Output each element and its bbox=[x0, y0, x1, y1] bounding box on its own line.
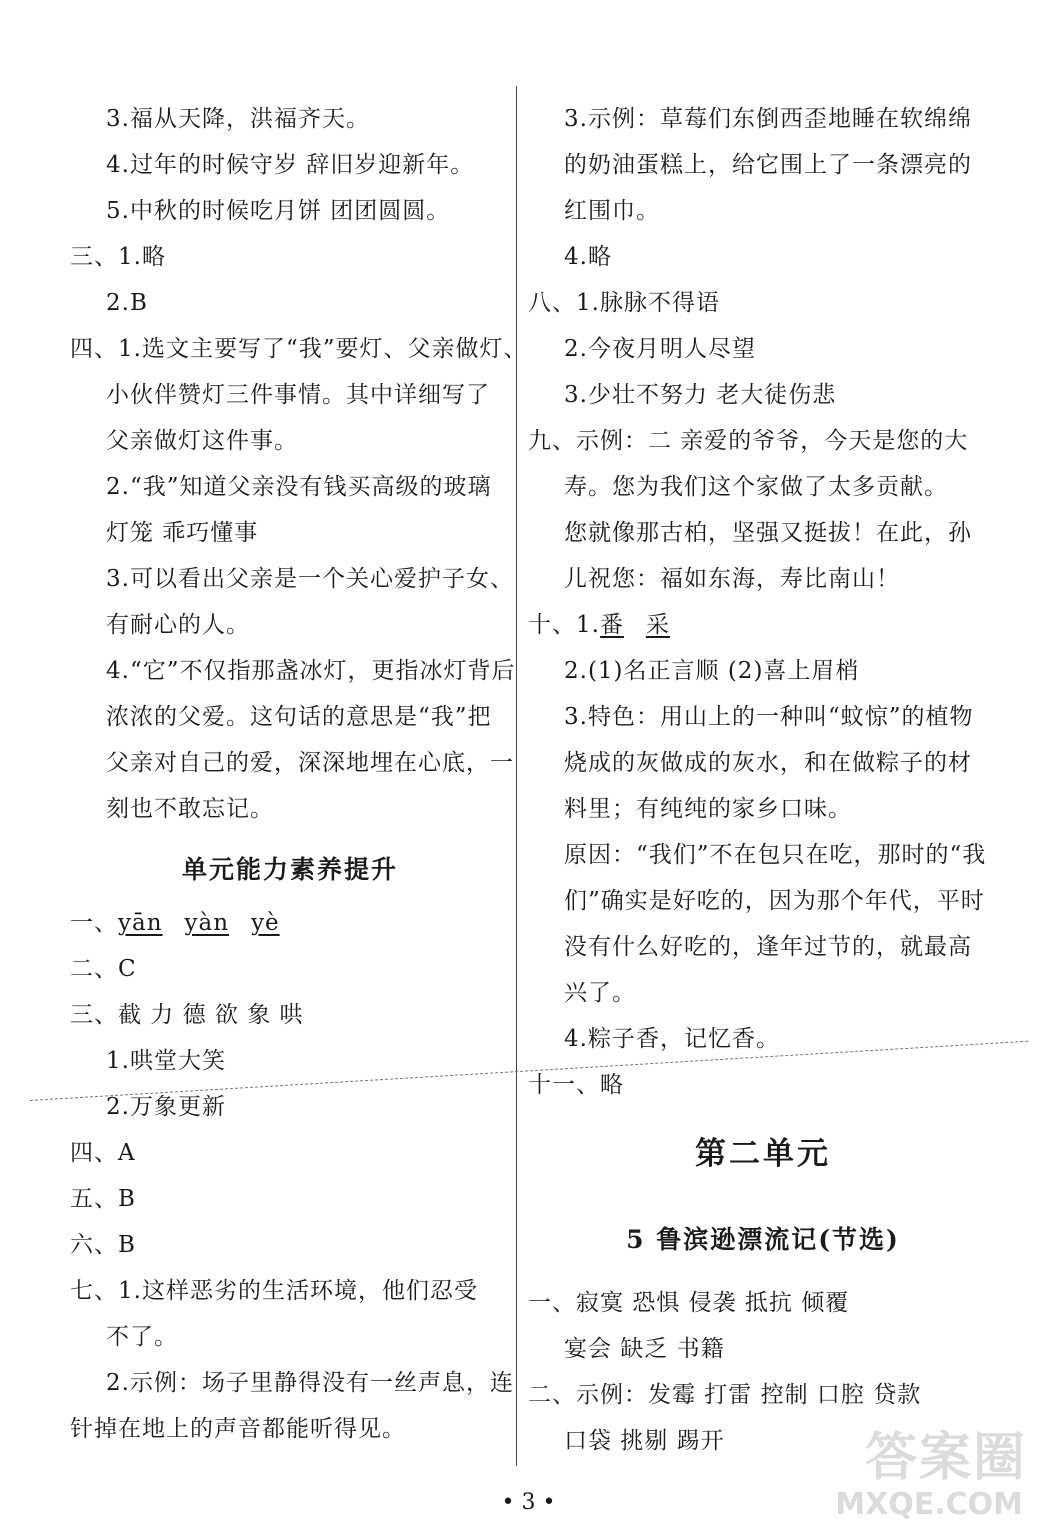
answer-line: 二、示例：发霉 打雷 控制 口腔 贷款 bbox=[528, 1382, 922, 1408]
question-label: 一、 bbox=[70, 910, 118, 936]
answer-line: 您就像那古柏，坚强又挺拔！在此，孙 bbox=[564, 520, 972, 546]
left-column bbox=[70, 96, 528, 1452]
answer-line: 2.万象更新 bbox=[106, 1094, 226, 1120]
answer-line: 针掉在地上的声音都能听得见。 bbox=[70, 1416, 406, 1442]
answer-line: 2.B bbox=[106, 290, 148, 316]
answer-line: 小伙伴赞灯三件事情。其中详细写了 bbox=[106, 382, 490, 408]
answer-line: 烧成的灰做成的灰水，和在做粽子的材 bbox=[564, 750, 972, 776]
answer-line: 有耐心的人。 bbox=[106, 612, 250, 638]
answer-line: 父亲对自己的爱，深深地埋在心底，一 bbox=[106, 750, 514, 776]
answer-line: 六、B bbox=[70, 1232, 136, 1258]
answer-line: 2.“我”知道父亲没有钱买高级的玻璃 bbox=[106, 474, 492, 500]
unit-title: 第二单元 bbox=[695, 1136, 831, 1172]
answer-line-underlined bbox=[528, 602, 998, 648]
question-label: 十、1. bbox=[528, 612, 600, 638]
answer-line: 4.略 bbox=[564, 244, 612, 270]
answer-line: 九、示例：二 亲爱的爷爷，今天是您的大 bbox=[528, 428, 969, 454]
answer-line: 不了。 bbox=[106, 1324, 178, 1350]
answer-line: 没有什么好吃的，逢年过节的，就最高 bbox=[564, 934, 972, 960]
watermark-logo bbox=[835, 1428, 1037, 1526]
answer-line: 1.哄堂大笑 bbox=[106, 1048, 226, 1074]
answer-line: 3.少壮不努力 老大徒伤悲 bbox=[564, 382, 837, 408]
answer-line: 四、A bbox=[70, 1140, 136, 1166]
answer-line: 口袋 挑剔 踢开 bbox=[564, 1428, 725, 1454]
lesson-title: 5 鲁滨逊漂流记(节选) bbox=[626, 1225, 900, 1254]
answer-line: 的奶油蛋糕上，给它围上了一条漂亮的 bbox=[564, 152, 972, 178]
answer-line: 2.示例：场子里静得没有一丝声息，连 bbox=[106, 1370, 514, 1396]
answer-line: 一、寂寞 恐惧 侵袭 抵抗 倾覆 bbox=[528, 1290, 850, 1316]
answer-line: 红围巾。 bbox=[564, 198, 660, 224]
pinyin-answer: yān bbox=[118, 910, 163, 936]
answer-line: 4.过年的时候守岁 辞旧岁迎新年。 bbox=[106, 152, 475, 178]
right-column bbox=[528, 96, 998, 1464]
watermark-url: MXQE.COM bbox=[835, 1487, 1023, 1522]
underlined-answer: 采 bbox=[645, 612, 670, 638]
answer-line: 十一、略 bbox=[528, 1072, 624, 1098]
answer-line: 2.今夜月明人尽望 bbox=[564, 336, 756, 362]
page-number: • 3 • bbox=[501, 1490, 556, 1515]
answer-line: 3.特色：用山上的一种叫“蚊惊”的植物 bbox=[564, 704, 974, 730]
answer-line: 寿。您为我们这个家做了太多贡献。 bbox=[564, 474, 948, 500]
answer-line: 宴会 缺乏 书籍 bbox=[564, 1336, 725, 1362]
answer-line: 二、C bbox=[70, 956, 137, 982]
answer-line: 3.可以看出父亲是一个关心爱护子女、 bbox=[106, 566, 514, 592]
answer-line: 七、1.这样恶劣的生活环境，他们忍受 bbox=[70, 1278, 478, 1304]
watermark-text: 答案圈 bbox=[864, 1428, 1027, 1488]
answer-line: 5.中秋的时候吃月饼 团团圆圆。 bbox=[106, 198, 451, 224]
answer-line: 浓浓的父爱。这句话的意思是“我”把 bbox=[106, 704, 492, 730]
answer-line: 料里；有纯纯的家乡口味。 bbox=[564, 796, 852, 822]
pinyin-answer: yè bbox=[251, 910, 280, 936]
answer-line: 五、B bbox=[70, 1186, 136, 1212]
answer-line: 刻也不敢忘记。 bbox=[106, 796, 274, 822]
answer-line: 3.福从天降，洪福齐天。 bbox=[106, 106, 370, 132]
answer-line: 2.(1)名正言顺 (2)喜上眉梢 bbox=[564, 658, 860, 684]
section-heading: 单元能力素养提升 bbox=[181, 855, 398, 884]
answer-line: 三、截 力 德 欲 象 哄 bbox=[70, 1002, 304, 1028]
answer-line: 3.示例：草莓们东倒西歪地睡在软绵绵 bbox=[564, 106, 972, 132]
pinyin-answer: yàn bbox=[184, 910, 230, 936]
answer-line: 4.粽子香，记忆香。 bbox=[564, 1026, 780, 1052]
answer-line: 们”确实是好吃的，因为那个年代，平时 bbox=[564, 888, 985, 914]
answer-line: 原因：“我们”不在包只在吃，那时的“我 bbox=[564, 842, 987, 868]
answer-line: 四、1.选文主要写了“我”要灯、父亲做灯、 bbox=[70, 336, 528, 362]
column-divider bbox=[516, 86, 517, 1466]
answer-line: 父亲做灯这件事。 bbox=[106, 428, 298, 454]
answer-line: 兴了。 bbox=[564, 980, 636, 1006]
answer-line-pinyin bbox=[70, 900, 510, 946]
answer-line: 灯笼 乖巧懂事 bbox=[106, 520, 259, 546]
underlined-answer: 番 bbox=[599, 612, 624, 638]
answer-line: 4.“它”不仅指那盏冰灯，更指冰灯背后 bbox=[106, 658, 516, 684]
answer-line: 三、1.略 bbox=[70, 244, 166, 270]
answer-line: 儿祝您：福如东海，寿比南山！ bbox=[564, 566, 900, 592]
answer-line: 八、1.脉脉不得语 bbox=[528, 290, 720, 316]
